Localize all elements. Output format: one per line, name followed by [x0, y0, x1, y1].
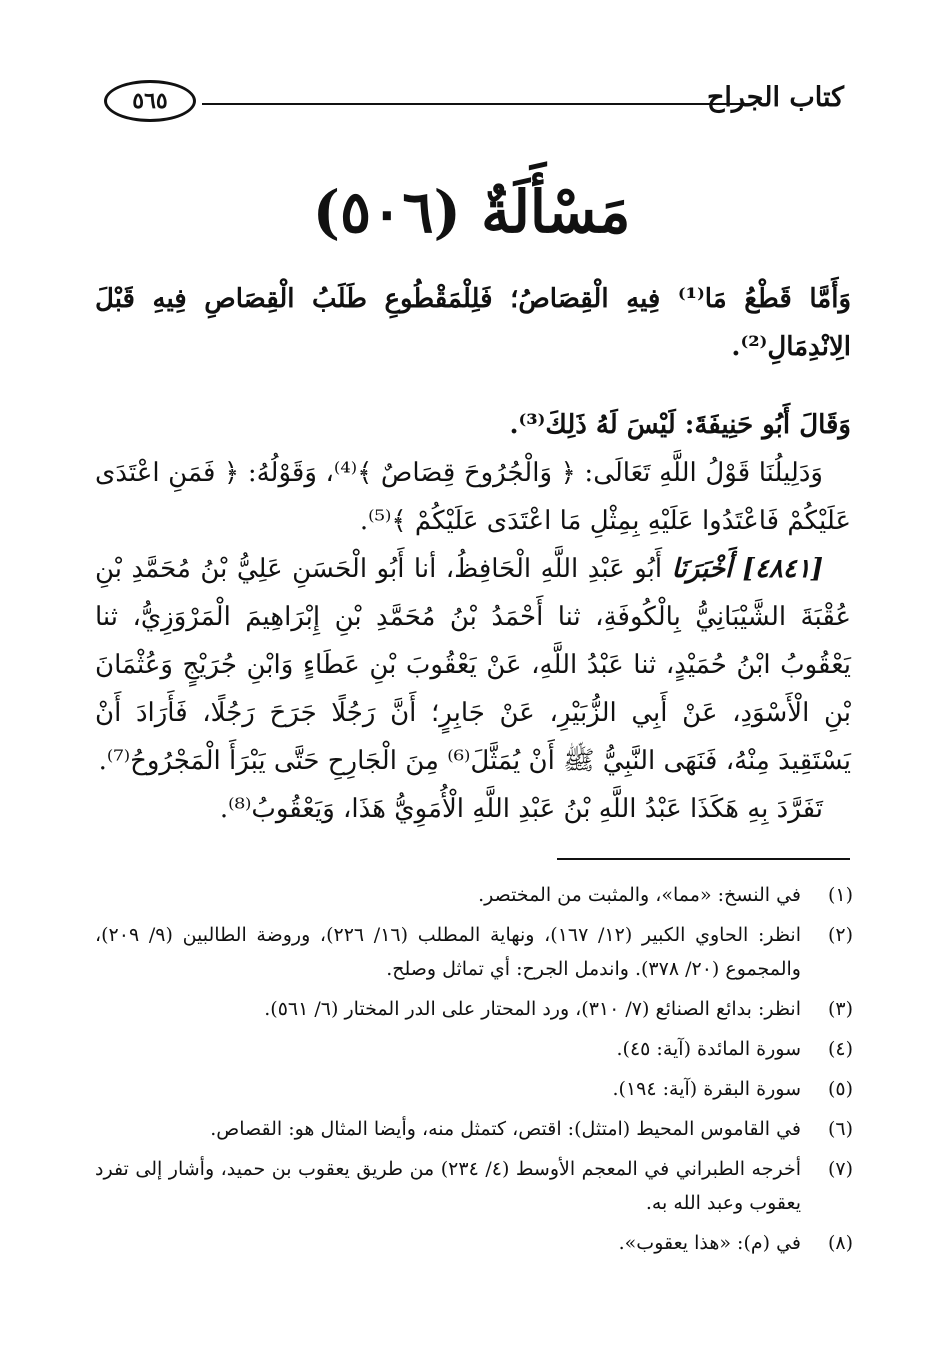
page-number: ٥٦٥: [104, 80, 196, 122]
footnote: [95, 878, 853, 912]
book-title: كتاب الجراح: [706, 82, 844, 113]
header-rule: [202, 103, 752, 105]
footnote-text: انظر: الحاوي الكبير (١٢/ ١٦٧)، ونهاية المطلب (١٦/ ٢٢٦)، وروضة الطالبين (٩/ ٢٠٩)، والمجموع (٢٠/ ٣٧٨). واندمل الجرح: أي تماثل وصلح.: [95, 924, 801, 980]
footnote-separator: [557, 858, 850, 860]
footnote: [95, 918, 853, 986]
running-header: [104, 78, 844, 132]
footnote: [95, 1072, 853, 1106]
footnote-text: سورة البقرة (آية: ١٩٤).: [612, 1078, 801, 1100]
paragraph-ruling: وَأَمَّا قَطْعُ مَا⁽¹⁾ فِيهِ الْقِصَاصُ؛ فَلِلْمَقْطُوعِ طَلَبُ الْقِصَاصِ فِيهِ قَبْلَ الِانْدِمَالِ⁽²⁾.: [95, 284, 851, 362]
footnote-text: في (م): «هذا يعقوب».: [618, 1232, 801, 1254]
footnote-number: (٤): [827, 1038, 853, 1060]
main-text: [95, 275, 851, 833]
paragraph-hadith: [95, 545, 851, 785]
footnote-number: (٥): [827, 1078, 853, 1100]
paragraph-abu-hanifa: وَقَالَ أَبُو حَنِيفَةَ: لَيْسَ لَهُ ذَلِكَ⁽³⁾.: [509, 410, 851, 440]
paragraph-evidence: وَدَلِيلُنَا قَوْلُ اللَّهِ تَعَالَى: ﴿ وَالْجُرُوحَ قِصَاصٌ ﴾⁽⁴⁾، وَقَوْلُهُ: ﴿ فَمَنِ اعْتَدَى عَلَيْكُمْ فَاعْتَدُوا عَلَيْهِ بِمِثْلِ مَا اعْتَدَى عَلَيْكُمْ ﴾⁽⁵⁾.: [95, 458, 851, 536]
footnote-text: في القاموس المحيط (امتثل): اقتص، كتمثل منه، وأيضا المثال هو: القصاص.: [210, 1118, 801, 1140]
footnote-text: سورة المائدة (آية: ٤٥).: [616, 1038, 801, 1060]
footnote: [95, 1112, 853, 1146]
footnote-number: (١): [827, 884, 853, 906]
footnote-number: (٨): [827, 1232, 853, 1254]
paragraph-comment: تَفَرَّدَ بِهِ هَكَذَا عَبْدُ اللَّهِ بْنُ عَبْدِ اللَّهِ الْأُمَوِيُّ هَذَا، وَيَعْقُوبُ⁽⁸⁾.: [219, 794, 823, 824]
footnote-number: (٦): [827, 1118, 853, 1140]
footnote: [95, 1152, 853, 1220]
footnote-text: في النسخ: «مما»، والمثبت من المختصر.: [478, 884, 801, 906]
footnote-number: (٢): [827, 924, 853, 946]
footnotes: [95, 878, 853, 1266]
footnote-number: (٣): [827, 998, 853, 1020]
chapter-heading: مَسْأَلَةٌ (٥٠٦): [312, 178, 631, 246]
hadith-text: أَبُو عَبْدِ اللَّهِ الْحَافِظُ، أنا أَبُو الْحَسَنِ عَلِيُّ بْنُ مُحَمَّدِ بْنِ عُقْبَةَ الشَّيْبَانِيُّ بِالْكُوفَةِ، ثنا أَحْمَدُ بْنُ مُحَمَّدِ بْنِ إِبْرَاهِيمَ الْمَرْوَزِيُّ، ثنا يَعْقُوبُ ابْنُ حُمَيْدٍ، ثنا عَبْدُ اللَّهِ، عَنْ يَعْقُوبَ بْنِ عَطَاءٍ وَابْنِ جُرَيْجٍ وَعُثْمَانَ بْنِ الْأَسْوَدِ، عَنْ أَبِي الزُّبَيْرِ، عَنْ جَابِرٍ؛ أَنَّ رَجُلًا جَرَحَ رَجُلًا، فَأَرَادَ أَنْ يَسْتَقِيدَ مِنْهُ، فَنَهَى النَّبِيُّ ﷺ أَنْ يُمَثَّلَ⁽⁶⁾ مِنَ الْجَارِحِ حَتَّى يَبْرَأَ الْمَجْرُوحُ⁽⁷⁾.: [95, 554, 851, 776]
footnote: [95, 992, 853, 1026]
footnote-text: أخرجه الطبراني في المعجم الأوسط (٤/ ٢٣٤) من طريق يعقوب بن حميد، وأشار إلى تفرد يعقوب وعبد الله به.: [95, 1158, 801, 1214]
footnote-text: انظر: بدائع الصنائع (٧/ ٣١٠)، ورد المحتار على الدر المختار (٦/ ٥٦١).: [264, 998, 801, 1020]
footnote: [95, 1226, 853, 1260]
hadith-number-lead: [٤٨٤١] أَخْبَرَنَا: [671, 554, 824, 584]
footnote-number: (٧): [827, 1158, 853, 1180]
footnote: [95, 1032, 853, 1066]
